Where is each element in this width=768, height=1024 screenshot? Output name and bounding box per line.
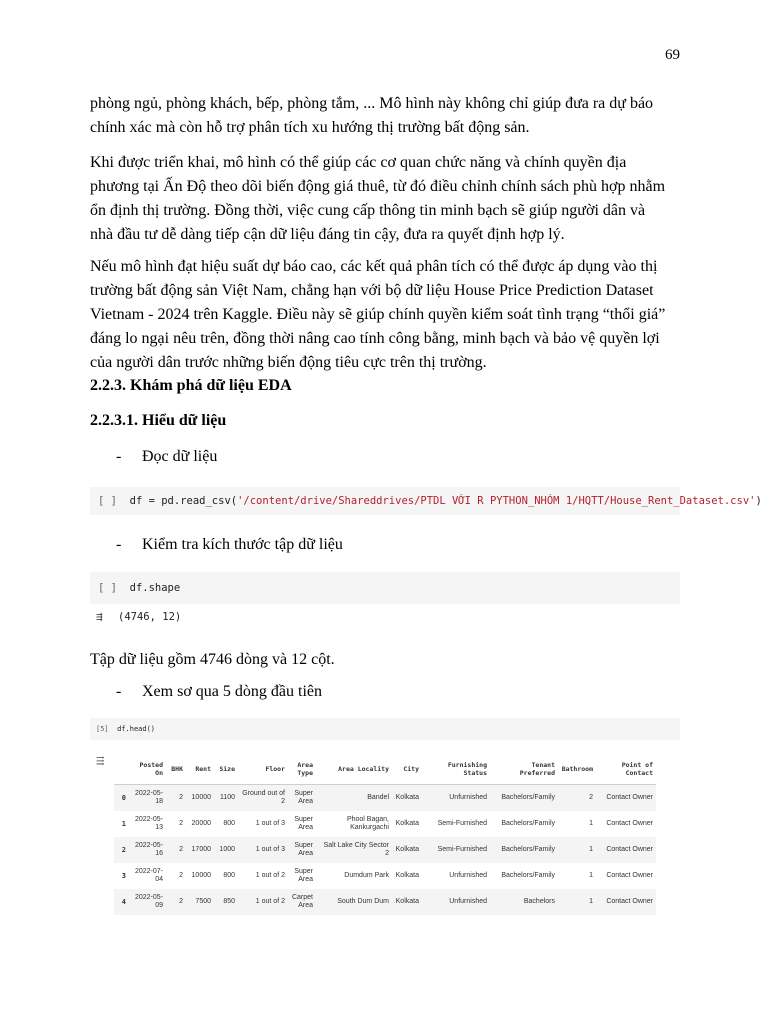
table-cell: Kolkata: [392, 785, 422, 812]
table-cell: 2022-05-18: [130, 785, 166, 812]
output-icon[interactable]: ⇶: [96, 610, 103, 623]
column-header: Bathroom: [558, 754, 596, 785]
table-cell: 800: [223, 872, 235, 879]
row-index: 0: [114, 785, 130, 812]
table-cell: 1 out of 2: [238, 889, 288, 915]
output-icon[interactable]: ⇶: [96, 756, 105, 767]
table-cell: Unfurnished: [422, 785, 490, 812]
column-header: Posted On: [130, 754, 166, 785]
row-index: 2: [114, 837, 130, 863]
table-cell: 2: [166, 785, 186, 812]
table-cell: 10000: [191, 872, 211, 879]
bullet-shape: - Kiểm tra kích thước tập dữ liệu: [116, 536, 343, 553]
table-cell: Kolkata: [395, 820, 419, 827]
table-row: [114, 889, 656, 915]
table-cell: Salt Lake City Sector 2: [316, 837, 392, 863]
code-text: df = pd.read_csv(: [129, 495, 238, 507]
table-cell: 1 out of 3: [255, 820, 285, 827]
table-cell: 20000: [191, 820, 211, 827]
table-cell: Kolkata: [392, 837, 422, 863]
column-header: Furnishing Status: [422, 754, 490, 785]
table-cell: Ground out of 2: [238, 785, 288, 812]
code-cell-shape[interactable]: [90, 572, 680, 604]
cell-output-shape: ⇶ (4746, 12): [96, 610, 182, 623]
column-header: BHK: [166, 754, 186, 785]
column-header: Area Locality: [316, 754, 392, 785]
paragraph-3: Nếu mô hình đạt hiệu suất dự báo cao, các kết quả phân tích có thể được áp dụng vào thị trường bất động sản Việt Nam, chẳng hạn với bộ dữ liệu House Price Prediction Dataset Vietnam - 2024 trên Kaggle. Điều này sẽ giúp chính quyền kiểm soát tình trạng “thổi giá” đáng lo ngại nêu trên, đồng thời nâng cao tính công bằng, minh bạch và bảo vệ quyền lợi của người dân trước những biến động tiêu cực trên thị trường.: [90, 258, 666, 371]
table-cell: Bachelors: [490, 889, 558, 915]
table-cell: 2022-07-04: [134, 868, 163, 883]
paragraph-2: Khi được triển khai, mô hình có thể giúp các cơ quan chức năng và chính quyền địa phương tại Ấn Độ theo dõi biến động giá thuê, từ đó điều chỉnh chính sách phù hợp nhằm ổn định thị trường. Đồng thời, việc cung cấp thông tin minh bạch sẽ giúp người dân và nhà đầu tư dễ dàng tiếp cận dữ liệu đáng tin cậy, đưa ra quyết định hợp lý.: [90, 154, 666, 243]
table-cell: South Dum Dum: [316, 889, 392, 915]
table-cell: 1: [589, 872, 593, 879]
table-cell: 1000: [214, 837, 238, 863]
table-header-row: [114, 754, 656, 785]
table-cell: Super Area: [288, 837, 316, 863]
code-cell-read-csv[interactable]: [90, 487, 762, 515]
dataframe-table: [114, 754, 656, 915]
table-cell: 17000: [186, 837, 214, 863]
code-text: df.shape: [129, 582, 181, 594]
table-cell: 2022-05-09: [130, 889, 166, 915]
row-index: 4: [114, 889, 130, 915]
table-cell: Contact Owner: [606, 820, 653, 827]
table-cell: Bachelors/Family: [490, 837, 558, 863]
table-cell: Super Area: [288, 785, 316, 812]
table-cell: 1 out of 2: [255, 872, 285, 879]
cell-prompt: [ ]: [98, 582, 117, 594]
table-row: [114, 785, 656, 812]
code-cell-head[interactable]: [5] df.head(): [90, 718, 680, 740]
row-index: 3: [121, 872, 126, 880]
bullet-read-data: - Đọc dữ liệu: [116, 448, 218, 465]
page-number: 69: [665, 47, 680, 63]
table-cell: 1100: [214, 785, 238, 812]
column-header: Floor: [238, 754, 288, 785]
bullet-head: - Xem sơ qua 5 dòng đầu tiên: [116, 683, 322, 700]
table-cell: Bachelors/Family: [501, 820, 555, 827]
table-cell: Contact Owner: [596, 889, 656, 915]
table-cell: 7500: [186, 889, 214, 915]
table-cell: Bandel: [316, 785, 392, 812]
table-cell: 800: [223, 820, 235, 827]
table-cell: 10000: [186, 785, 214, 812]
column-header: City: [392, 754, 422, 785]
table-row: [114, 837, 656, 863]
cell-prompt: [ ]: [98, 495, 117, 507]
subsection-heading: 2.2.3.1. Hiểu dữ liệu: [90, 412, 227, 429]
table-cell: 2: [166, 889, 186, 915]
code-string: '/content/drive/Shareddrives/PTDL VỚI R PYTHON_NHÓM 1/HQTT/House_Rent_Dataset.csv': [237, 495, 756, 507]
table-cell: Phool Bagan, Kankurgachi: [346, 816, 389, 831]
table-cell: Super Area: [294, 816, 313, 831]
section-heading: 2.2.3. Khám phá dữ liệu EDA: [90, 377, 292, 394]
table-cell: 1: [589, 820, 593, 827]
table-cell: 2022-05-13: [134, 816, 163, 831]
table-cell: 2: [558, 785, 596, 812]
table-cell: Bachelors/Family: [490, 785, 558, 812]
table-cell: Semi-Furnished: [422, 837, 490, 863]
table-cell: Semi-Furnished: [437, 820, 487, 827]
column-header: Tenant Preferred: [490, 754, 558, 785]
table-cell: 2: [179, 872, 183, 879]
table-cell: Unfurnished: [422, 889, 490, 915]
table-cell: Dumdum Park: [344, 872, 389, 879]
table-cell: Unfurnished: [449, 872, 487, 879]
table-cell: 2: [166, 837, 186, 863]
column-header: Size: [214, 754, 238, 785]
table-row: [114, 811, 656, 837]
table-cell: Kolkata: [392, 889, 422, 915]
table-row: [114, 863, 656, 889]
column-header: Area Type: [288, 754, 316, 785]
table-cell: 850: [214, 889, 238, 915]
summary-text: Tập dữ liệu gồm 4746 dòng và 12 cột.: [90, 651, 335, 668]
head-output-frame: [90, 718, 680, 918]
table-cell: 1 out of 3: [238, 837, 288, 863]
table-cell: Contact Owner: [596, 837, 656, 863]
paragraph-1: phòng ngủ, phòng khách, bếp, phòng tắm, ... Mô hình này không chỉ giúp đưa ra dự báo chính xác mà còn hỗ trợ phân tích xu hướng thị trường bất động sản.: [90, 95, 654, 136]
table-cell: 2022-05-16: [130, 837, 166, 863]
table-cell: Super Area: [294, 868, 313, 883]
table-cell: Contact Owner: [606, 872, 653, 879]
table-cell: Carpet Area: [288, 889, 316, 915]
table-cell: 2: [179, 820, 183, 827]
row-index: 1: [121, 820, 126, 828]
table-cell: 1: [558, 889, 596, 915]
column-header: Point of Contact: [596, 754, 656, 785]
table-cell: Kolkata: [395, 872, 419, 879]
code-text-end: ): [755, 495, 762, 507]
table-cell: Bachelors/Family: [501, 872, 555, 879]
table-cell: Contact Owner: [596, 785, 656, 812]
table-cell: 1: [558, 837, 596, 863]
column-header: Rent: [186, 754, 214, 785]
